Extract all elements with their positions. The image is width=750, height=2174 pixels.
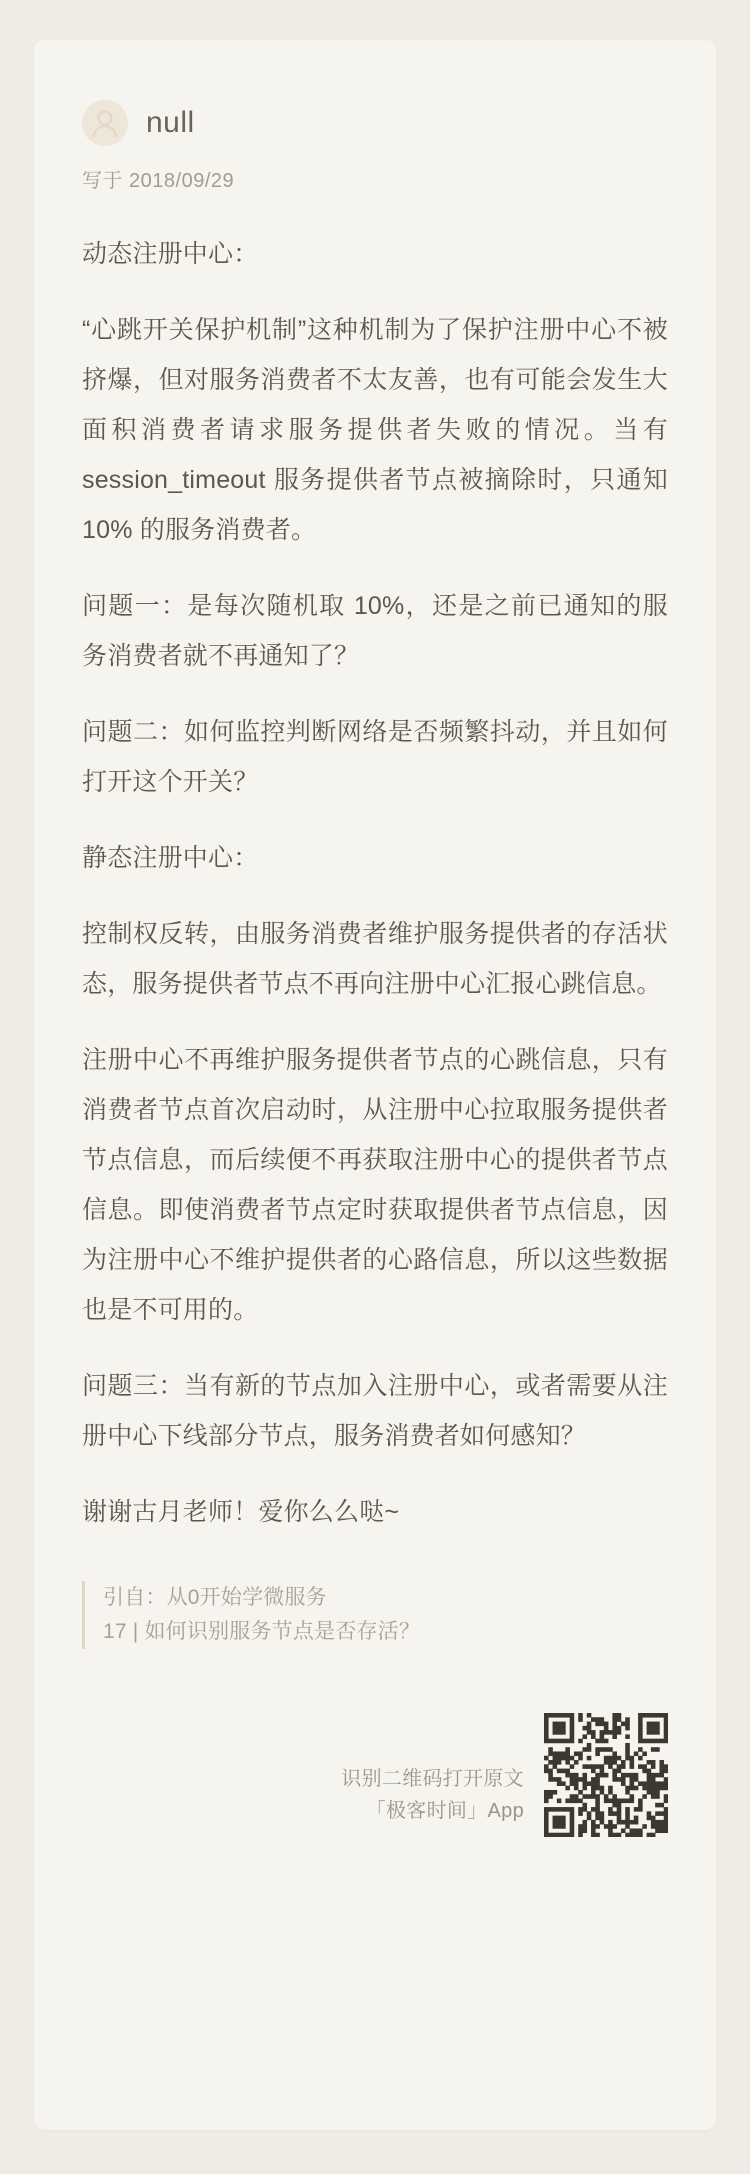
paragraph: 问题一：是每次随机取 10%，还是之前已通知的服务消费者就不再通知了？ [82, 592, 668, 670]
paragraph: 问题三：当有新的节点加入注册中心，或者需要从注册中心下线部分节点，服务消费者如何感知？ [82, 1372, 668, 1450]
paragraph: 注册中心不再维护服务提供者节点的心跳信息，只有消费者节点首次启动时，从注册中心拉取服务提供者节点信息，而后续便不再获取注册中心的提供者节点信息。即使消费者节点定时获取提供者节点信息，因为注册中心不维护提供者的心路信息，所以这些数据也是不可用的。 [82, 1046, 668, 1324]
paragraph: “心跳开关保护机制”这种机制为了保护注册中心不被挤爆，但对服务消费者不太友善，也有可能会发生大面积消费者请求服务提供者失败的情况。当有 session_timeout 服务提供者节点被摘除时，只通知 10% 的服务消费者。 [82, 316, 668, 544]
paragraph: 问题二：如何监控判断网络是否频繁抖动，并且如何打开这个开关？ [82, 718, 668, 796]
paragraph: 谢谢古月老师！爱你么么哒~ [82, 1498, 400, 1526]
note-card [34, 40, 716, 2130]
footer [82, 1713, 668, 1837]
author-row [82, 100, 668, 146]
qr-code-icon[interactable] [544, 1713, 668, 1837]
paragraph: 控制权反转，由服务消费者维护服务提供者的存活状态，服务提供者节点不再向注册中心汇报心跳信息。 [82, 920, 668, 998]
quote-article[interactable]: 17 | 如何识别服务节点是否存活？ [103, 1620, 421, 1643]
note-body [82, 229, 668, 1537]
paragraph: 静态注册中心： [82, 844, 259, 872]
post-date: 写于 2018/09/29 [82, 170, 235, 192]
user-avatar-icon [82, 100, 128, 146]
author-name: null [146, 106, 195, 139]
paragraph: 动态注册中心： [82, 240, 259, 268]
quote-block [82, 1581, 668, 1649]
footer-text [341, 1763, 524, 1837]
quote-source: 引自：从0开始学微服务 [103, 1586, 327, 1609]
scan-hint: 识别二维码打开原文 [341, 1768, 524, 1790]
app-name: 「极客时间」App [365, 1800, 524, 1822]
